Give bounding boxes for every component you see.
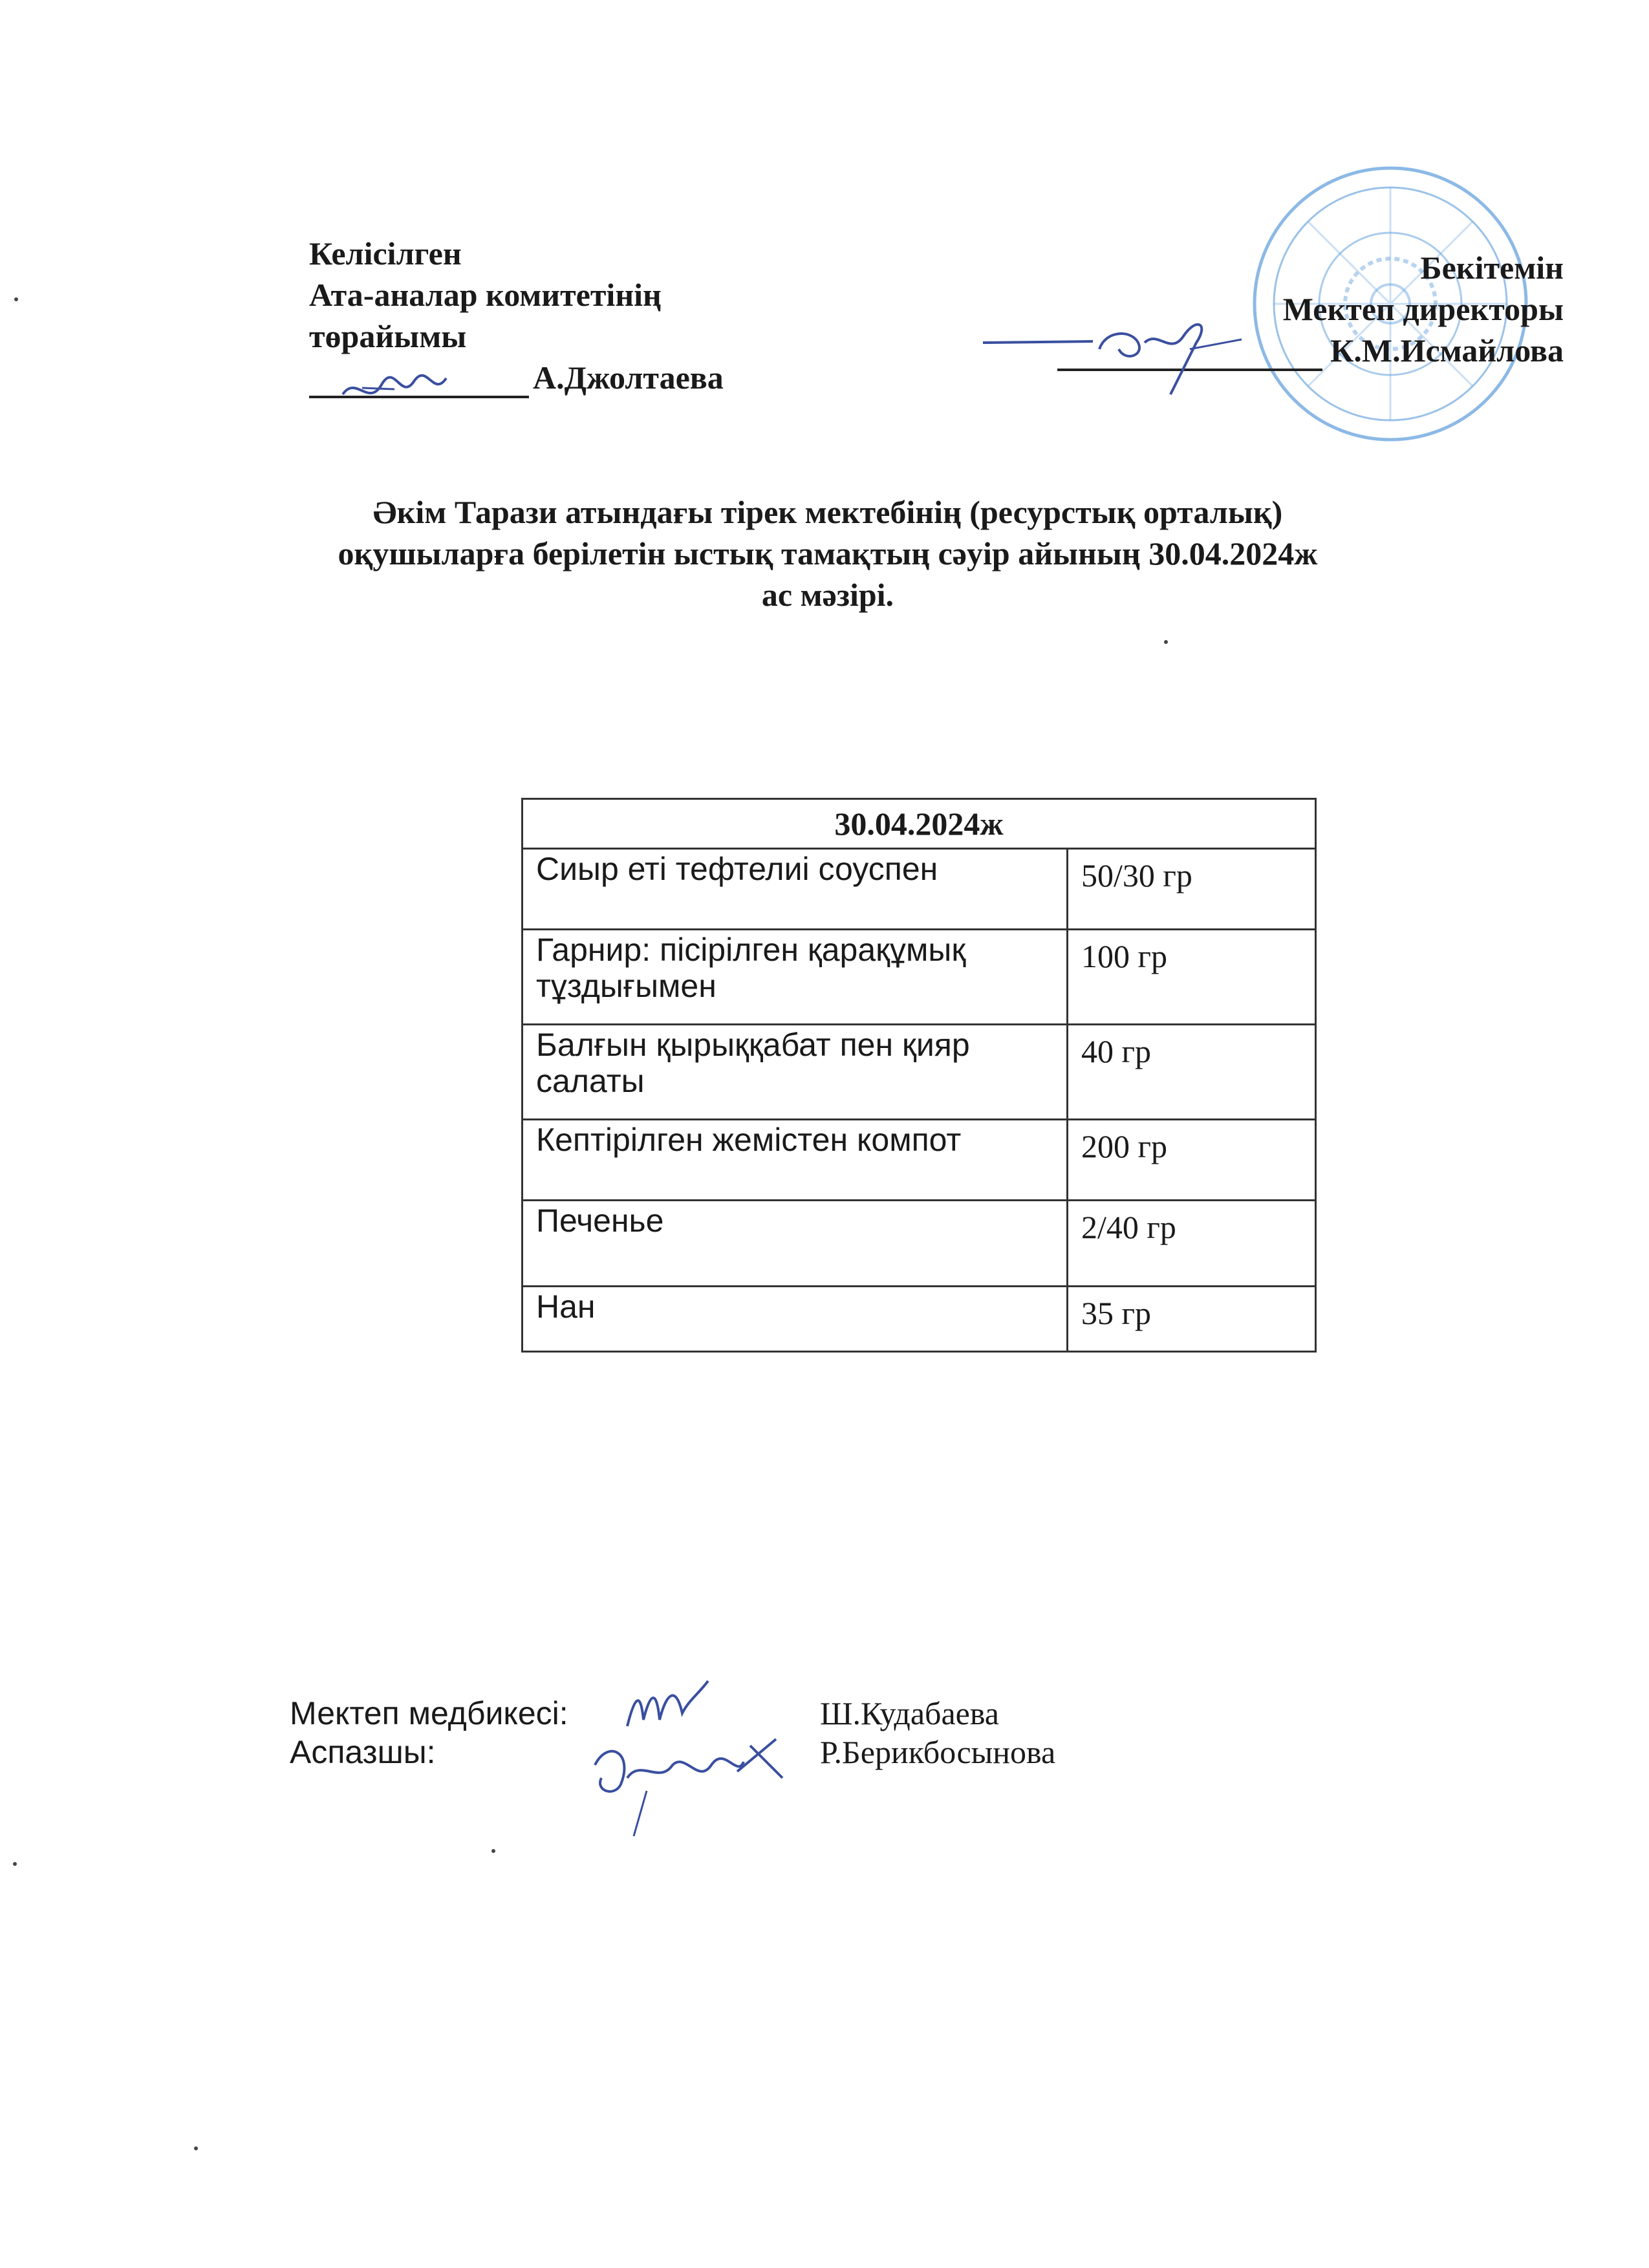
dish-quantity: 100 гр (1068, 930, 1316, 1025)
table-row (523, 1287, 1316, 1352)
cook-signature (582, 1726, 795, 1843)
approve-name: К.М.Исмайлова (1330, 332, 1564, 369)
staff-role: Аспазшы: (290, 1734, 436, 1770)
nurse-signature (621, 1674, 711, 1733)
dish-quantity: 50/30 гр (1068, 849, 1316, 930)
staff-name: Р.Берикбосынова (820, 1734, 1056, 1770)
dish-name: Кептірілген жемістен компот (523, 1120, 1068, 1201)
scan-speck (194, 2146, 198, 2150)
staff-name: Ш.Кудабаева (820, 1695, 999, 1731)
dish-quantity: 40 гр (1068, 1025, 1316, 1120)
agreed-chair: төрайымы (309, 318, 467, 354)
dish-name: Нан (523, 1287, 1068, 1352)
dish-quantity: 2/40 гр (1068, 1201, 1316, 1287)
table-header-date: 30.04.2024ж (523, 799, 1316, 849)
title-line-3: ас мәзірі. (761, 577, 894, 613)
dish-name: Балғын қырыққабат пен қияр салаты (523, 1025, 1068, 1120)
scan-speck (491, 1849, 495, 1853)
dish-quantity: 35 гр (1068, 1287, 1316, 1352)
title-line-2: оқушыларға берілетін ыстық тамақтың сәуір айының 30.04.2024ж (338, 535, 1318, 572)
agreed-committee: Ата-аналар комитетінің (309, 277, 662, 313)
scan-speck (1164, 640, 1168, 644)
dish-name: Гарнир: пісірілген қарақұмық тұздығымен (523, 930, 1068, 1025)
dish-name: Печенье (523, 1201, 1068, 1287)
approve-label: Бекітемін (1420, 250, 1564, 286)
table-row (523, 1201, 1316, 1287)
title-line-1: Әкім Тарази атындағы тірек мектебінің (ресурстық орталық) (372, 494, 1283, 530)
table-row (523, 1120, 1316, 1201)
approve-position: Мектеп директоры (1282, 291, 1564, 327)
staff-role: Мектеп медбикесі: (290, 1695, 568, 1731)
table-row (523, 930, 1316, 1025)
document-title (194, 491, 1461, 615)
agreed-label: Келісілген (309, 235, 462, 272)
dish-quantity: 200 гр (1068, 1120, 1316, 1201)
scan-speck (14, 297, 18, 301)
table-row (523, 1025, 1316, 1120)
table-header-row (523, 799, 1316, 849)
agreed-name: А.Джолтаева (533, 359, 724, 396)
dish-name: Сиыр еті тефтелиі соуспен (523, 849, 1068, 930)
director-signature (976, 304, 1248, 401)
scan-speck (13, 1862, 17, 1866)
menu-table (521, 798, 1317, 1353)
agreed-signature (336, 362, 453, 414)
table-row (523, 849, 1316, 930)
